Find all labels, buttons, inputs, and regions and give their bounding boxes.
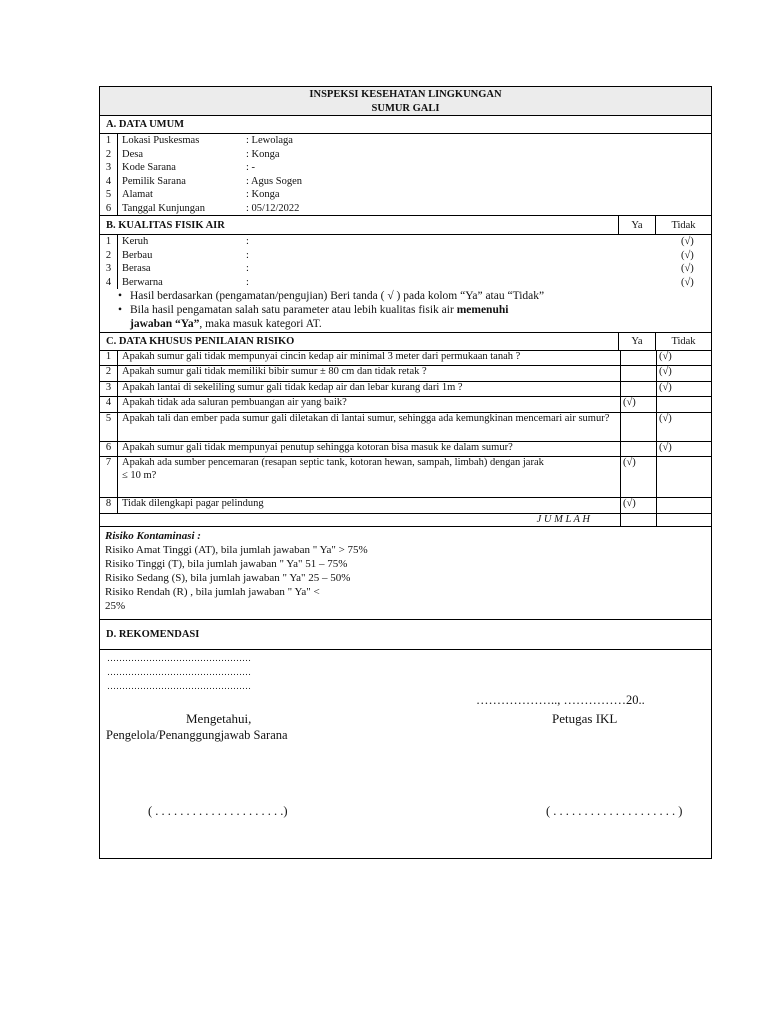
section-c-title: C. DATA KHUSUS PENILAIAN RISIKO: [106, 336, 295, 347]
row-number: 8: [100, 498, 118, 513]
question-text-line: ≤ 10 m?: [122, 469, 157, 481]
column-tidak-header: Tidak: [655, 333, 711, 350]
row-number: 3: [100, 262, 118, 276]
risk-question-row: [100, 382, 711, 397]
tidak-check: (√): [681, 276, 694, 288]
note-text: Hasil berdasarkan (pengamatan/pengujian) Beri tanda ( √ ) pada kolom “Ya” atau “Tidak”: [130, 290, 545, 302]
section-b-row: [100, 235, 711, 249]
tidak-check: [656, 397, 711, 412]
row-number: 1: [100, 134, 118, 148]
note-text: [130, 303, 508, 317]
note-bold: jawaban “Ya”: [130, 318, 200, 330]
row-number: 6: [100, 442, 118, 456]
tidak-check: [656, 498, 711, 513]
tidak-check: (√): [681, 236, 694, 247]
section-b-header: [100, 216, 711, 235]
section-b-row: [100, 262, 711, 276]
row-label: Tanggal Kunjungan: [122, 202, 205, 214]
row-label: Kode Sarana: [122, 162, 176, 173]
place-date: ……………….., ……………20..: [476, 693, 645, 707]
tidak-check: (√): [656, 351, 711, 365]
section-a-row: [100, 188, 711, 202]
risk-line: Risiko Tinggi (T), bila jumlah jawaban " Ya" 51 – 75%: [105, 558, 348, 570]
row-number: 4: [100, 397, 118, 412]
section-b-title: B. KUALITAS FISIK AIR: [106, 220, 225, 231]
row-number: 2: [100, 366, 118, 381]
row-value: : 05/12/2022: [246, 202, 300, 214]
row-label: Berasa: [122, 263, 151, 274]
ya-check: (√): [620, 457, 656, 497]
risk-line: Risiko Amat Tinggi (AT), bila jumlah jawaban " Ya" > 75%: [105, 544, 368, 556]
risk-question-row: [100, 397, 711, 413]
risk-question-row: [100, 413, 711, 442]
ya-check: (√): [620, 397, 656, 412]
row-number: 7: [100, 457, 118, 497]
question-text: Apakah lantai di sekeliling sumur gali tidak kedap air dan lebar kurang dari 1m ?: [122, 382, 463, 393]
tidak-check: (√): [656, 366, 711, 381]
ya-check: [620, 413, 656, 441]
row-number: 5: [100, 188, 118, 202]
signature-right: ( . . . . . . . . . . . . . . . . . . . . ): [546, 804, 683, 818]
row-value: : Konga: [246, 189, 280, 200]
jumlah-tidak: [656, 514, 711, 526]
bullet-spacer: [100, 317, 130, 331]
risk-line: Risiko Sedang (S), bila jumlah jawaban " Ya" 25 – 50%: [105, 572, 351, 584]
risk-question-row: [100, 366, 711, 382]
section-a-row: [100, 161, 711, 175]
recommendation-line: …………………………………………: [107, 681, 251, 691]
section-b-row: [100, 249, 711, 263]
tidak-check: (√): [656, 413, 711, 441]
inspection-form: [99, 86, 712, 859]
row-value: :: [246, 276, 249, 288]
risk-heading: Risiko Kontaminasi :: [105, 530, 201, 542]
recommendation-area: [100, 650, 711, 858]
row-number: 4: [100, 175, 118, 189]
pengelola-label: Pengelola/Penanggungjawab Sarana: [106, 728, 288, 742]
section-a-row: [100, 148, 711, 162]
question-text: Apakah sumur gali tidak mempunyai cincin kedap air minimal 3 meter dari permukaan tanah ?: [122, 351, 521, 362]
bullet: •: [117, 290, 122, 302]
section-a-row: [100, 202, 711, 216]
row-value: : Konga: [246, 148, 280, 160]
section-c-header: [100, 333, 711, 351]
petugas-label: Petugas IKL: [552, 711, 618, 726]
section-d-title: D. REKOMENDASI: [106, 629, 200, 640]
form-title-line1: INSPEKSI KESEHATAN LINGKUNGAN: [309, 89, 502, 100]
section-a-row: [100, 134, 711, 148]
risk-line: Risiko Rendah (R) , bila jumlah jawaban " Ya" <: [105, 586, 320, 598]
row-label: Berwarna: [122, 276, 163, 288]
risk-contamination-box: [100, 527, 711, 620]
ya-check: [620, 366, 656, 381]
question-text: Tidak dilengkapi pagar pelindung: [122, 498, 264, 509]
column-ya-header: Ya: [618, 216, 655, 234]
row-value: : Agus Sogen: [246, 175, 303, 187]
question-text: Apakah tali dan ember pada sumur gali diletakan di lantai sumur, sehingga ada kemungkinan mencemari air sumur?: [122, 413, 610, 424]
section-a-title: A. DATA UMUM: [106, 119, 185, 130]
note-1: [100, 289, 711, 303]
jumlah-row: [100, 514, 711, 527]
risk-question-row: [100, 351, 711, 366]
section-b-row: [100, 276, 711, 290]
tidak-check: (√): [681, 249, 694, 261]
ya-check: [620, 442, 656, 456]
form-title: [100, 87, 711, 116]
note-2-cont: [100, 317, 711, 332]
question-text: Apakah sumur gali tidak mempunyai penutup sehingga kotoran bisa masuk ke dalam sumur?: [122, 442, 513, 453]
question-text: [118, 457, 620, 497]
recommendation-line: …………………………………………: [107, 653, 251, 663]
ya-check: [620, 382, 656, 396]
row-number: 1: [100, 351, 118, 365]
row-number: 5: [100, 413, 118, 441]
note-2: [100, 303, 711, 317]
section-b-table: [100, 235, 711, 333]
recommendation-line: …………………………………………: [107, 667, 251, 677]
section-a-table: [100, 134, 711, 216]
signature-left: ( . . . . . . . . . . . . . . . . . . . . .): [148, 804, 288, 818]
note-text-part: Bila hasil pengamatan salah satu parameter atau lebih kualitas fisik air: [130, 304, 457, 316]
bullet: •: [117, 304, 122, 316]
row-number: 3: [100, 382, 118, 396]
ya-check: [620, 351, 656, 365]
row-label: Desa: [122, 148, 143, 160]
tidak-check: (√): [681, 263, 694, 274]
question-text-line: Apakah ada sumber pencemaran (resapan septic tank, kotoran hewan, sampah, limbah) dengan jarak: [122, 457, 544, 468]
row-number: 2: [100, 249, 118, 263]
row-value: :: [246, 236, 249, 247]
row-number: 1: [100, 235, 118, 249]
row-label: Berbau: [122, 249, 153, 261]
risk-question-row: [100, 457, 711, 498]
row-label: Lokasi Puskesmas: [122, 135, 200, 146]
tidak-check: (√): [656, 442, 711, 456]
column-tidak-header: Tidak: [655, 216, 711, 234]
form-title-line2: SUMUR GALI: [371, 103, 440, 114]
mengetahui-label: Mengetahui,: [186, 711, 252, 726]
ya-check: (√): [620, 498, 656, 513]
row-value: :: [246, 263, 249, 274]
tidak-check: [656, 457, 711, 497]
row-value: :: [246, 249, 249, 261]
row-label: Alamat: [122, 189, 153, 200]
row-number: 2: [100, 148, 118, 162]
note-text-part: , maka masuk kategori AT.: [199, 318, 322, 330]
jumlah-label: J U M L A H: [536, 514, 590, 525]
section-a-header: [100, 116, 711, 134]
column-ya-header: Ya: [618, 333, 655, 350]
row-value: : Lewolaga: [246, 135, 293, 146]
row-number: 4: [100, 276, 118, 290]
row-label: Pemilik Sarana: [122, 175, 186, 187]
row-number: 3: [100, 161, 118, 175]
note-text: [130, 317, 322, 331]
question-text: Apakah tidak ada saluran pembuangan air yang baik?: [122, 397, 347, 408]
risk-question-row: [100, 498, 711, 514]
row-number: 6: [100, 202, 118, 216]
section-d-header: [100, 620, 711, 650]
note-bold: memenuhi: [456, 304, 509, 316]
risk-question-row: [100, 442, 711, 457]
row-value: : -: [246, 162, 256, 173]
risk-line: 25%: [105, 600, 126, 612]
row-label: Keruh: [122, 236, 149, 247]
tidak-check: (√): [656, 382, 711, 396]
section-a-row: [100, 175, 711, 189]
jumlah-ya: [620, 514, 656, 526]
question-text: Apakah sumur gali tidak memiliki bibir sumur ± 80 cm dan tidak retak ?: [122, 366, 427, 377]
